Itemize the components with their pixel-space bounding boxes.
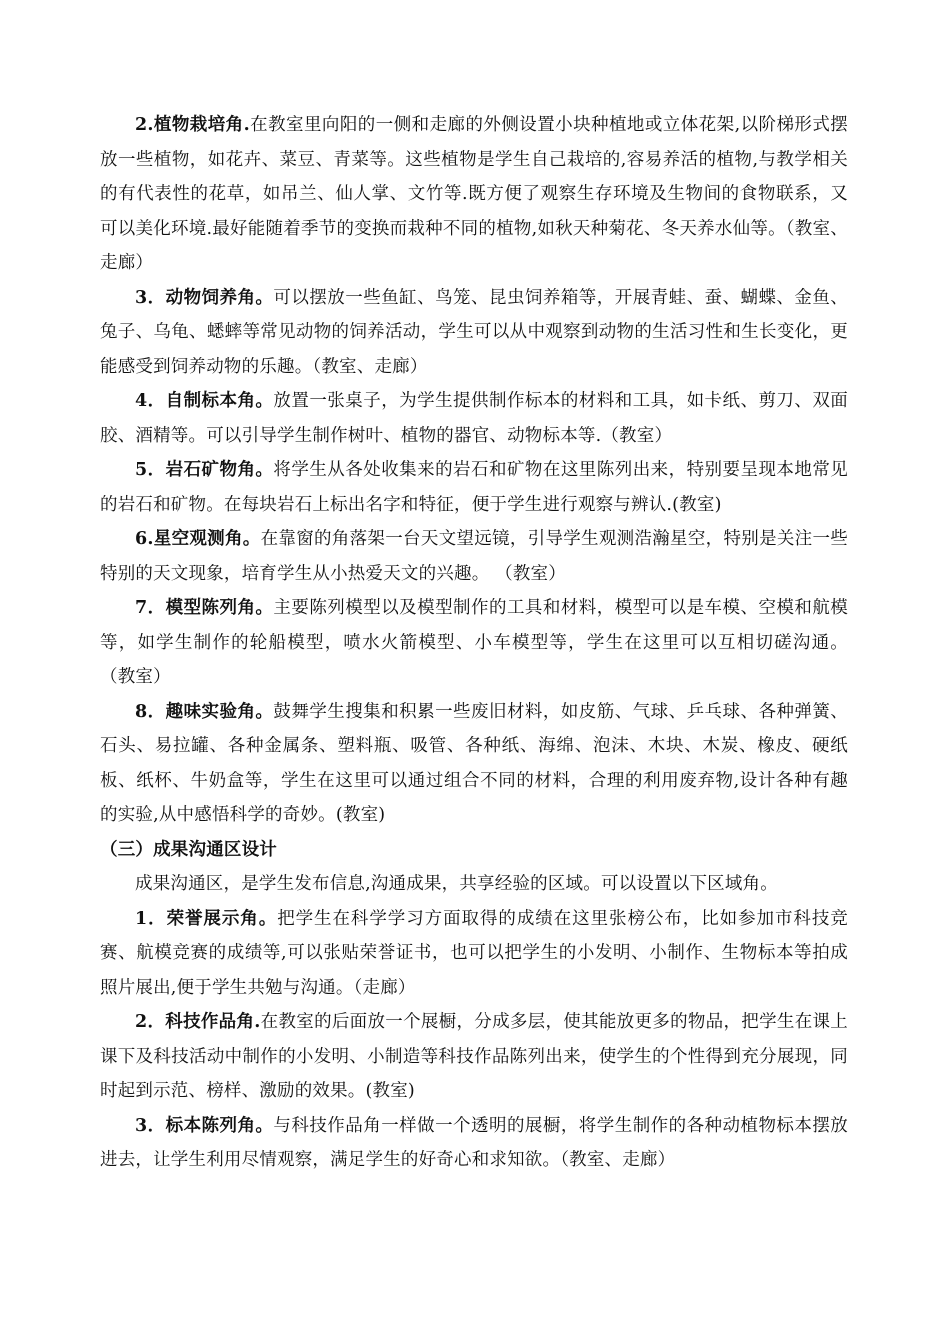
paragraph-specimen-making: [100, 384, 848, 453]
item-number: 2.: [135, 115, 154, 135]
paragraph-stargazing: [100, 522, 848, 591]
paragraph-fun-experiment: [100, 695, 848, 833]
item-body: 将学生从各处收集来的岩石和矿物在这里陈列出来，特别要呈现本地常见的岩石和矿物。在每块岩石上标出名字和特征，便于学生进行观察与辨认.(教室): [100, 460, 849, 515]
item-body: 鼓舞学生搜集和积累一些废旧材料，如皮筋、气球、乒乓球、各种弹簧、石头、易拉罐、各种金属条、塑料瓶、吸管、各种纸、海绵、泡沫、木块、木炭、橡皮、硬纸板、纸杯、牛奶盒等，学生在这里可以通过组合不同的材料，合理的利用废弃物,设计各种有趣的实验,从中感悟科学的奇妙。(教室): [100, 701, 849, 825]
item-title: 星空观测角。: [153, 529, 261, 549]
section-heading: （三）成果沟通区设计: [100, 839, 277, 860]
item-body: 放置一张桌子，为学生提供制作标本的材料和工具，如卡纸、剪刀、双面胶、酒精等。可以引导学生制作树叶、植物的器官、动物标本等.（教室）: [100, 391, 849, 446]
document-page: [100, 108, 848, 1178]
item-number: 4．: [135, 391, 166, 411]
paragraph-specimen-display: [100, 1109, 848, 1178]
item-title: 标本陈列角。: [165, 1115, 274, 1136]
item-body: 把学生在科学学习方面取得的成绩在这里张榜公布，比如参加市科技竞赛、航模竞赛的成绩等,可以张贴荣誉证书，也可以把学生的小发明、小制作、生物标本等拍成照片展出,便于学生共勉与沟通。（走廊）: [100, 908, 849, 998]
item-number: 6.: [135, 529, 154, 549]
item-body: 在教室里向阳的一侧和走廊的外侧设置小块种植地或立体花架,以阶梯形式摆放一些植物，如花卉、菜豆、青菜等。这些植物是学生自己栽培的,容易养活的植物,与教学相关的有代表性的花草，如吊兰、仙人掌、文竹等.既方便了观察生存环境及生物间的食物联系，又可以美化环境.最好能随着季节的变换而栽种不同的植物,如秋天种菊花、冬天养水仙等。（教室、走廊）: [100, 115, 848, 273]
item-number: 5．: [135, 460, 166, 480]
item-title: 荣誉展示角。: [166, 908, 278, 929]
item-title: 岩石矿物角。: [165, 460, 274, 480]
item-number: 8．: [135, 701, 166, 722]
paragraph-plant-cultivation: [100, 108, 848, 281]
paragraph-honor-display: [100, 902, 848, 1006]
item-title: 模型陈列角。: [165, 598, 274, 618]
item-number: 1．: [135, 908, 167, 929]
section-intro: 成果沟通区，是学生发布信息,沟通成果，共享经验的区域。可以设置以下区域角。: [135, 874, 778, 894]
item-body: 主要陈列模型以及模型制作的工具和材料，模型可以是车模、空模和航模等，如学生制作的轮船模型，喷水火箭模型、小车模型等，学生在这里可以互相切磋沟通。 （教室）: [100, 598, 849, 687]
item-body: 可以摆放一些鱼缸、鸟笼、昆虫饲养箱等，开展青蛙、蚕、蝴蝶、金鱼、兔子、乌龟、蟋蟀等常见动物的饲养活动，学生可以从中观察到动物的生活习性和生长变化，更能感受到饲养动物的乐趣。（教室、走廊）: [100, 287, 849, 377]
item-body: 与科技作品角一样做一个透明的展橱，将学生制作的各种动植物标本摆放进去，让学生利用尽情观察，满足学生的好奇心和求知欲。（教室、走廊）: [100, 1115, 849, 1170]
item-number: 3．: [135, 287, 166, 308]
paragraph-model-display: [100, 591, 848, 695]
paragraph-tech-works: [100, 1005, 848, 1109]
item-body: 在教室的后面放一个展橱，分成多层，使其能放更多的物品，把学生在课上课下及科技活动中制作的小发明、小制造等科技作品陈列出来，使学生的个性得到充分展现，同时起到示范、榜样、激励的效果。(教室): [100, 1012, 848, 1101]
item-title: 自制标本角。: [165, 391, 274, 411]
item-number: 7．: [135, 598, 166, 618]
item-body: 在靠窗的角落架一台天文望远镜，引导学生观测浩瀚星空，特别是关注一些特别的天文现象，培育学生从小热爱天文的兴趣。 （教室）: [100, 529, 848, 584]
item-title: 科技作品角.: [165, 1012, 261, 1032]
paragraph-animal-raising: [100, 281, 848, 385]
item-title: 植物栽培角.: [153, 115, 250, 135]
item-title: 动物饲养角。: [165, 287, 274, 308]
item-number: 3．: [135, 1115, 166, 1136]
item-title: 趣味实验角。: [165, 701, 274, 722]
paragraph-rock-mineral: [100, 453, 848, 522]
item-number: 2．: [135, 1012, 166, 1032]
